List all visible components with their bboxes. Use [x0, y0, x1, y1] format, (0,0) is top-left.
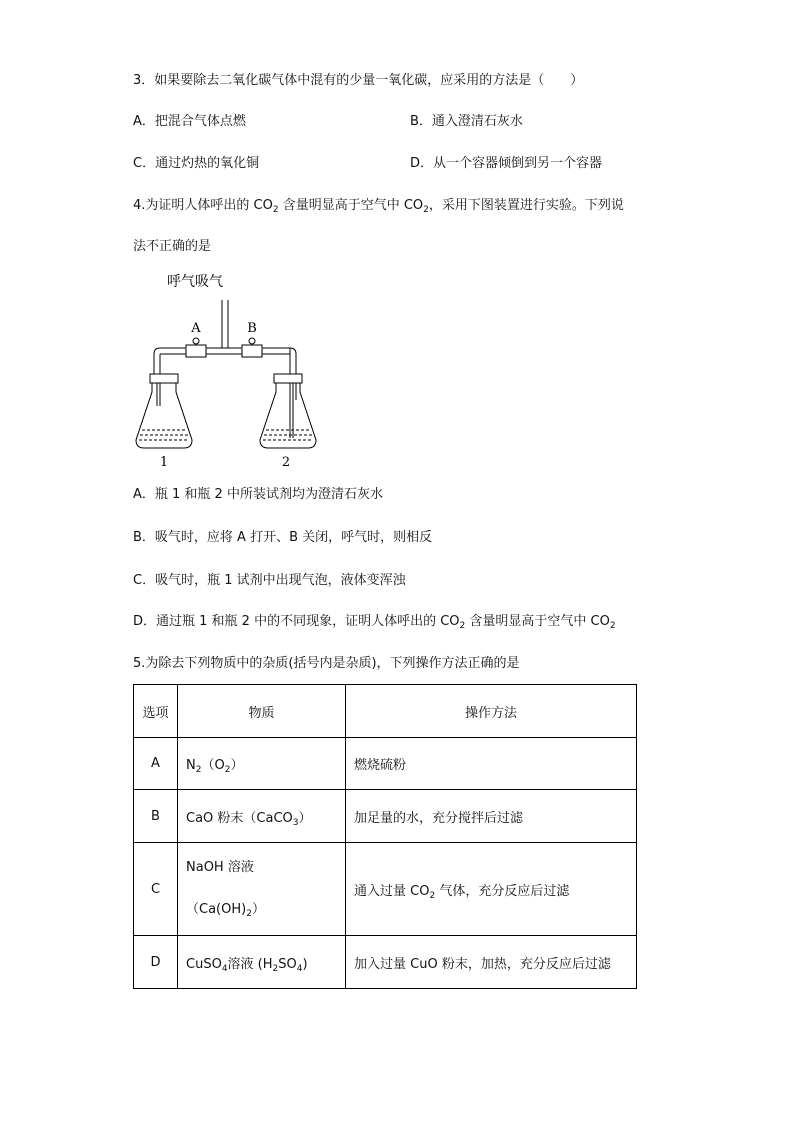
q3-option-a: A．把混合气体点燃	[133, 114, 246, 129]
row-option: B	[134, 790, 178, 843]
q3-option-d: D．从一个容器倾倒到另一个容器	[410, 156, 603, 171]
q4-apparatus-figure	[130, 272, 320, 472]
substance-text: 溶液 (H	[227, 956, 273, 972]
table-row	[134, 843, 637, 936]
row-substance	[178, 936, 346, 989]
q4-option-d-text-2: 含量明显高于空气中 CO	[465, 614, 610, 629]
q4-option-c: C．吸气时，瓶 1 试剂中出现气泡，液体变浑浊	[133, 573, 406, 588]
substance-text: （Ca(OH)	[186, 902, 247, 917]
substance-line-2	[186, 899, 337, 921]
q5-options-table	[133, 684, 637, 989]
q4-option-d-sub-1: 2	[459, 621, 466, 631]
substance-text: ）	[298, 810, 312, 826]
q3-stem: 3．如果要除去二氧化碳气体中混有的少量一氧化碳，应采用的方法是（ ）	[133, 73, 584, 88]
table-header-row	[134, 685, 637, 738]
table-row	[134, 936, 637, 989]
method-text: 气体，充分反应后过滤	[435, 883, 570, 899]
substance-text: )	[302, 956, 308, 972]
q4-option-d	[133, 613, 616, 631]
q3-option-b: B．通入澄清石灰水	[410, 114, 523, 129]
q4-stem-text-3: ，采用下图装置进行实验。下列说	[428, 198, 624, 213]
q5-stem: 5.为除去下列物质中的杂质(括号内是杂质)，下列操作方法正确的是	[133, 656, 520, 671]
substance-text: SO	[278, 956, 297, 972]
substance-text: N	[186, 758, 196, 773]
q4-stem-text-2: 含量明显高于空气中 CO	[278, 198, 424, 213]
q4-option-d-sub-2: 2	[609, 621, 616, 631]
q4-stem-line1	[133, 197, 624, 215]
header-option: 选项	[134, 685, 178, 738]
substance-text: CuSO	[186, 956, 222, 972]
row-method: 加入过量 CuO 粉末，加热，充分反应后过滤	[346, 936, 637, 989]
table-row	[134, 790, 637, 843]
bottle-2-label: 2	[281, 455, 291, 470]
substance-sub: 2	[272, 963, 279, 974]
row-substance	[178, 738, 346, 790]
row-method: 燃烧硫粉	[346, 738, 637, 790]
row-option: C	[134, 843, 178, 936]
substance-sub: 2	[224, 765, 231, 775]
header-substance: 物质	[178, 685, 346, 738]
method-text: 通入过量 CO	[354, 883, 430, 899]
row-option: A	[134, 738, 178, 790]
valve-a-label: A	[191, 321, 201, 336]
substance-text: （O	[201, 758, 225, 773]
bottle-1-label: 1	[159, 455, 169, 470]
method-sub: 2	[429, 890, 436, 901]
row-option: D	[134, 936, 178, 989]
q4-option-b: B．吸气时，应将 A 打开、B 关闭，呼气时，则相反	[133, 530, 433, 545]
header-method: 操作方法	[346, 685, 637, 738]
row-method	[346, 843, 637, 936]
row-method: 加足量的水，充分搅拌后过滤	[346, 790, 637, 843]
substance-sub: 4	[296, 963, 303, 974]
q4-stem-sub-2: 2	[423, 205, 429, 215]
substance-text: CaO 粉末（CaCO	[186, 810, 293, 826]
substance-sub: 2	[195, 765, 202, 775]
q3-option-c: C．通过灼热的氧化铜	[133, 156, 260, 171]
row-substance	[178, 843, 346, 936]
q4-stem-line2: 法不正确的是	[133, 239, 212, 254]
valve-b-label: B	[247, 321, 257, 336]
figure-title: 呼气吸气	[167, 274, 223, 290]
q4-stem-text-1: 4.为证明人体呼出的 CO	[133, 198, 273, 213]
q4-stem-sub-1: 2	[272, 205, 279, 215]
substance-sub: 3	[292, 817, 299, 828]
substance-sub: 2	[246, 909, 252, 919]
q4-option-d-text-1: D．通过瓶 1 和瓶 2 中的不同现象，证明人体呼出的 CO	[133, 614, 460, 629]
table-row	[134, 738, 637, 790]
substance-line-1: NaOH 溶液	[186, 860, 254, 875]
substance-text: ）	[230, 758, 244, 773]
row-substance	[178, 790, 346, 843]
substance-sub: 4	[221, 963, 228, 974]
q4-option-a: A．瓶 1 和瓶 2 中所装试剂均为澄清石灰水	[133, 487, 383, 502]
substance-text: ）	[251, 902, 265, 917]
